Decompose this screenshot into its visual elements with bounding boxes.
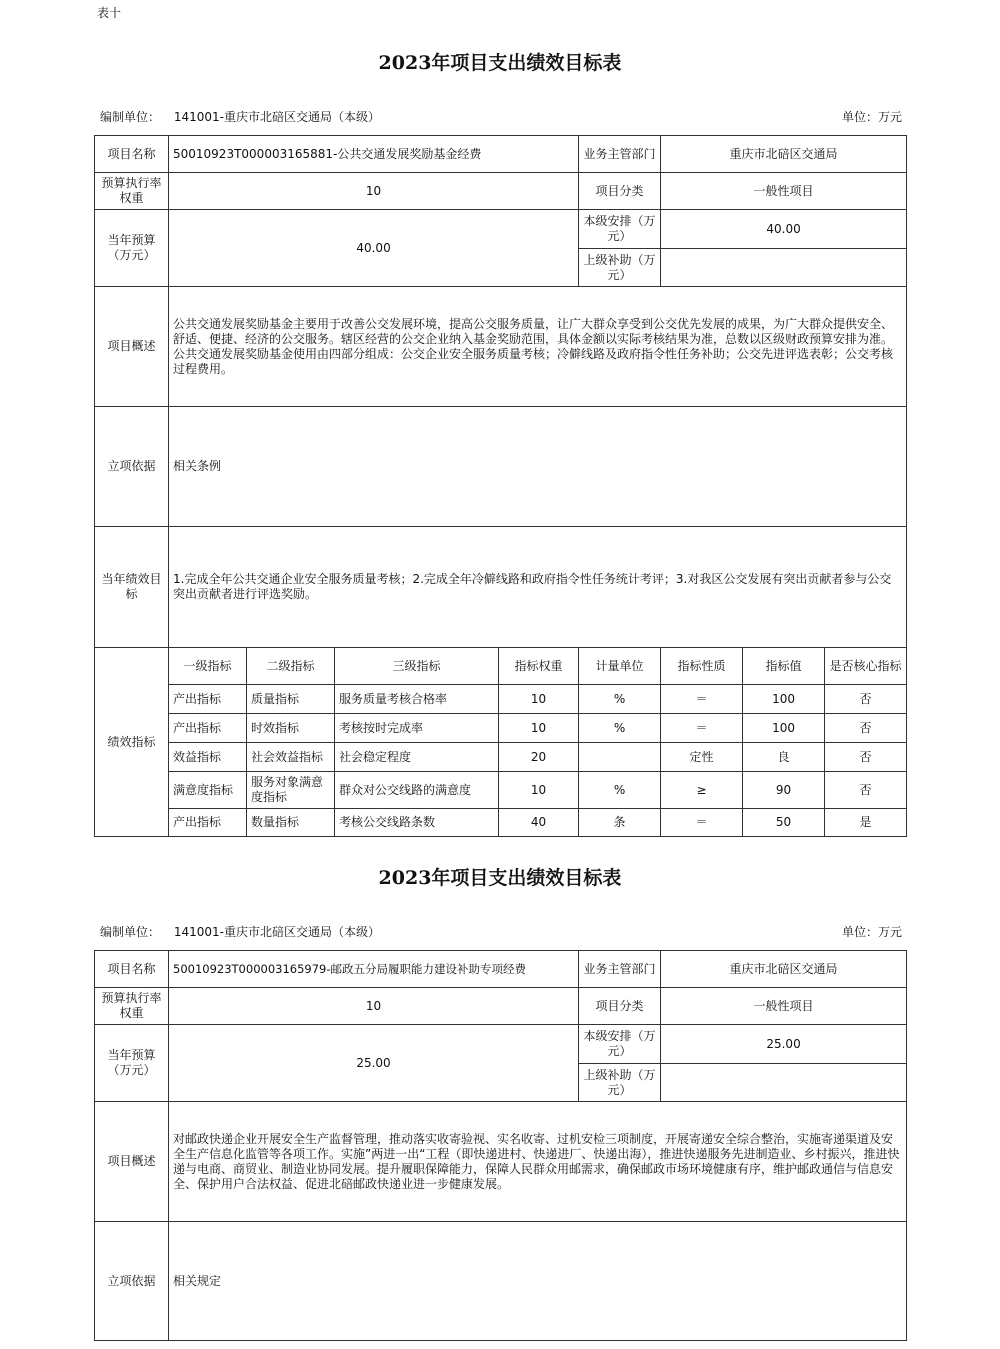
budget-value: 40.00 [169, 210, 579, 287]
dept-value: 重庆市北碚区交通局 [661, 136, 907, 173]
dept-value: 重庆市北碚区交通局 [661, 951, 907, 988]
compiling-unit-value: 141001-重庆市北碚区交通局（本级） [173, 925, 380, 939]
indicator-level2: 质量指标 [247, 685, 335, 714]
overview-value: 对邮政快递企业开展安全生产监督管理，推动落实收寄验视、实名收寄、过机安检三项制度，开展寄递安全综合整治，实施寄递渠道及安全生产信息化监管等各项工作。实施”两进一出“工程（即快递进村、快递进厂、快递出海），推进快递服务先进制造业、乡村振兴，推进快递与电商、商贸业、制造业协同发展。提升履职保障能力，保障人民群众用邮需求，确保邮政市场环境健康有序，维护邮政通信与信息安全、保护用户合法权益、促进北碚邮政快递业进一步健康发展。 [169, 1102, 907, 1222]
compiling-unit [100, 923, 380, 940]
overview-label: 项目概述 [95, 287, 169, 407]
indicator-value: 100 [743, 685, 825, 714]
level-arrange-value: 40.00 [661, 210, 907, 249]
project-name-label: 项目名称 [95, 136, 169, 173]
goal-label: 当年绩效目标 [95, 527, 169, 648]
weight-value: 10 [169, 988, 579, 1025]
basis-value: 相关条例 [169, 407, 907, 527]
table-row [95, 743, 907, 772]
upper-subsidy-label: 上级补助（万元） [579, 249, 661, 287]
weight-label: 预算执行率权重 [95, 988, 169, 1025]
dept-label: 业务主管部门 [579, 951, 661, 988]
category-label: 项目分类 [579, 173, 661, 210]
overview-label: 项目概述 [95, 1102, 169, 1222]
budget-value: 25.00 [169, 1025, 579, 1102]
project-name-value: 50010923T000003165881-公共交通发展奖励基金经费 [169, 136, 579, 173]
indicator-nature: ≥ [661, 772, 743, 809]
indicator-level1: 产出指标 [169, 714, 247, 743]
indicator-header-nature: 指标性质 [661, 648, 743, 685]
indicator-weight: 40 [499, 809, 579, 837]
table-title: 2023年项目支出绩效目标表 [378, 52, 622, 74]
indicator-core: 是 [825, 809, 907, 837]
level-arrange-value: 25.00 [661, 1025, 907, 1064]
money-unit: 单位：万元 [841, 925, 902, 939]
performance-table-2 [94, 950, 907, 1341]
indicator-level2: 社会效益指标 [247, 743, 335, 772]
corner-label: 表十 [97, 6, 122, 20]
indicator-header-level2: 二级指标 [247, 648, 335, 685]
indicator-level1: 效益指标 [169, 743, 247, 772]
indicator-unit: % [579, 714, 661, 743]
indicator-header-unit: 计量单位 [579, 648, 661, 685]
indicator-weight: 10 [499, 685, 579, 714]
table-title: 2023年项目支出绩效目标表 [378, 867, 622, 889]
indicator-header-level1: 一级指标 [169, 648, 247, 685]
indicator-nature: 定性 [661, 743, 743, 772]
indicator-level3: 群众对公交线路的满意度 [335, 772, 499, 809]
upper-subsidy-value [661, 249, 907, 287]
table-row [95, 685, 907, 714]
overview-value: 公共交通发展奖励基金主要用于改善公交发展环境，提高公交服务质量，让广大群众享受到公交优先发展的成果，为广大群众提供安全、舒适、便捷、经济的公交服务。辖区经营的公交企业纳入基金奖励范围，具体金额以实际考核结果为准，总数以区级财政预算安排为准。公共交通发展奖励基金使用由四部分组成：公交企业安全服务质量考核；冷僻线路及政府指令性任务补助；公交先进评选表彰；公交考核过程费用。 [169, 287, 907, 407]
table-row [95, 714, 907, 743]
indicator-value: 良 [743, 743, 825, 772]
indicator-weight: 10 [499, 714, 579, 743]
indicator-level3: 社会稳定程度 [335, 743, 499, 772]
indicator-weight: 10 [499, 772, 579, 809]
indicator-core: 否 [825, 743, 907, 772]
weight-label: 预算执行率权重 [95, 173, 169, 210]
indicator-nature: ＝ [661, 809, 743, 837]
indicator-level1: 满意度指标 [169, 772, 247, 809]
performance-table-1 [94, 135, 907, 837]
indicator-weight: 20 [499, 743, 579, 772]
indicator-level2: 时效指标 [247, 714, 335, 743]
upper-subsidy-label: 上级补助（万元） [579, 1064, 661, 1102]
basis-value: 相关规定 [169, 1222, 907, 1341]
indicator-level3: 服务质量考核合格率 [335, 685, 499, 714]
indicator-level2: 数量指标 [247, 809, 335, 837]
budget-label: 当年预算（万元） [95, 210, 169, 287]
basis-label: 立项依据 [95, 407, 169, 527]
goal-value: 1.完成全年公共交通企业安全服务质量考核；2.完成全年冷僻线路和政府指令性任务统计考评；3.对我区公交发展有突出贡献者参与公交突出贡献者进行评选奖励。 [169, 527, 907, 648]
indicator-level1: 产出指标 [169, 809, 247, 837]
project-name-label: 项目名称 [95, 951, 169, 988]
compiling-unit-label: 编制单位： [100, 110, 161, 124]
category-label: 项目分类 [579, 988, 661, 1025]
money-unit: 单位：万元 [841, 110, 902, 124]
level-arrange-label: 本级安排（万元） [579, 1025, 661, 1064]
dept-label: 业务主管部门 [579, 136, 661, 173]
indicator-header-weight: 指标权重 [499, 648, 579, 685]
indicator-unit [579, 743, 661, 772]
indicator-unit: % [579, 685, 661, 714]
compiling-unit-value: 141001-重庆市北碚区交通局（本级） [173, 110, 380, 124]
indicator-nature: ＝ [661, 685, 743, 714]
level-arrange-label: 本级安排（万元） [579, 210, 661, 249]
budget-label: 当年预算（万元） [95, 1025, 169, 1102]
category-value: 一般性项目 [661, 988, 907, 1025]
indicator-unit: % [579, 772, 661, 809]
indicator-core: 否 [825, 685, 907, 714]
indicator-value: 50 [743, 809, 825, 837]
basis-label: 立项依据 [95, 1222, 169, 1341]
indicator-nature: ＝ [661, 714, 743, 743]
indicator-value: 90 [743, 772, 825, 809]
compiling-unit-label: 编制单位： [100, 925, 161, 939]
table-row [95, 809, 907, 837]
indicator-header-value: 指标值 [743, 648, 825, 685]
weight-value: 10 [169, 173, 579, 210]
indicator-level3: 考核公交线路条数 [335, 809, 499, 837]
indicator-unit: 条 [579, 809, 661, 837]
compiling-unit [100, 108, 380, 125]
category-value: 一般性项目 [661, 173, 907, 210]
indicator-header-level3: 三级指标 [335, 648, 499, 685]
indicator-level1: 产出指标 [169, 685, 247, 714]
indicator-header-core: 是否核心指标 [825, 648, 907, 685]
table-row [95, 772, 907, 809]
indicator-core: 否 [825, 772, 907, 809]
indicator-value: 100 [743, 714, 825, 743]
upper-subsidy-value [661, 1064, 907, 1102]
indicator-level2: 服务对象满意度指标 [247, 772, 335, 809]
indicators-label: 绩效指标 [95, 648, 169, 837]
indicator-core: 否 [825, 714, 907, 743]
indicator-level3: 考核按时完成率 [335, 714, 499, 743]
project-name-value: 50010923T000003165979-邮政五分局履职能力建设补助专项经费 [169, 951, 579, 988]
